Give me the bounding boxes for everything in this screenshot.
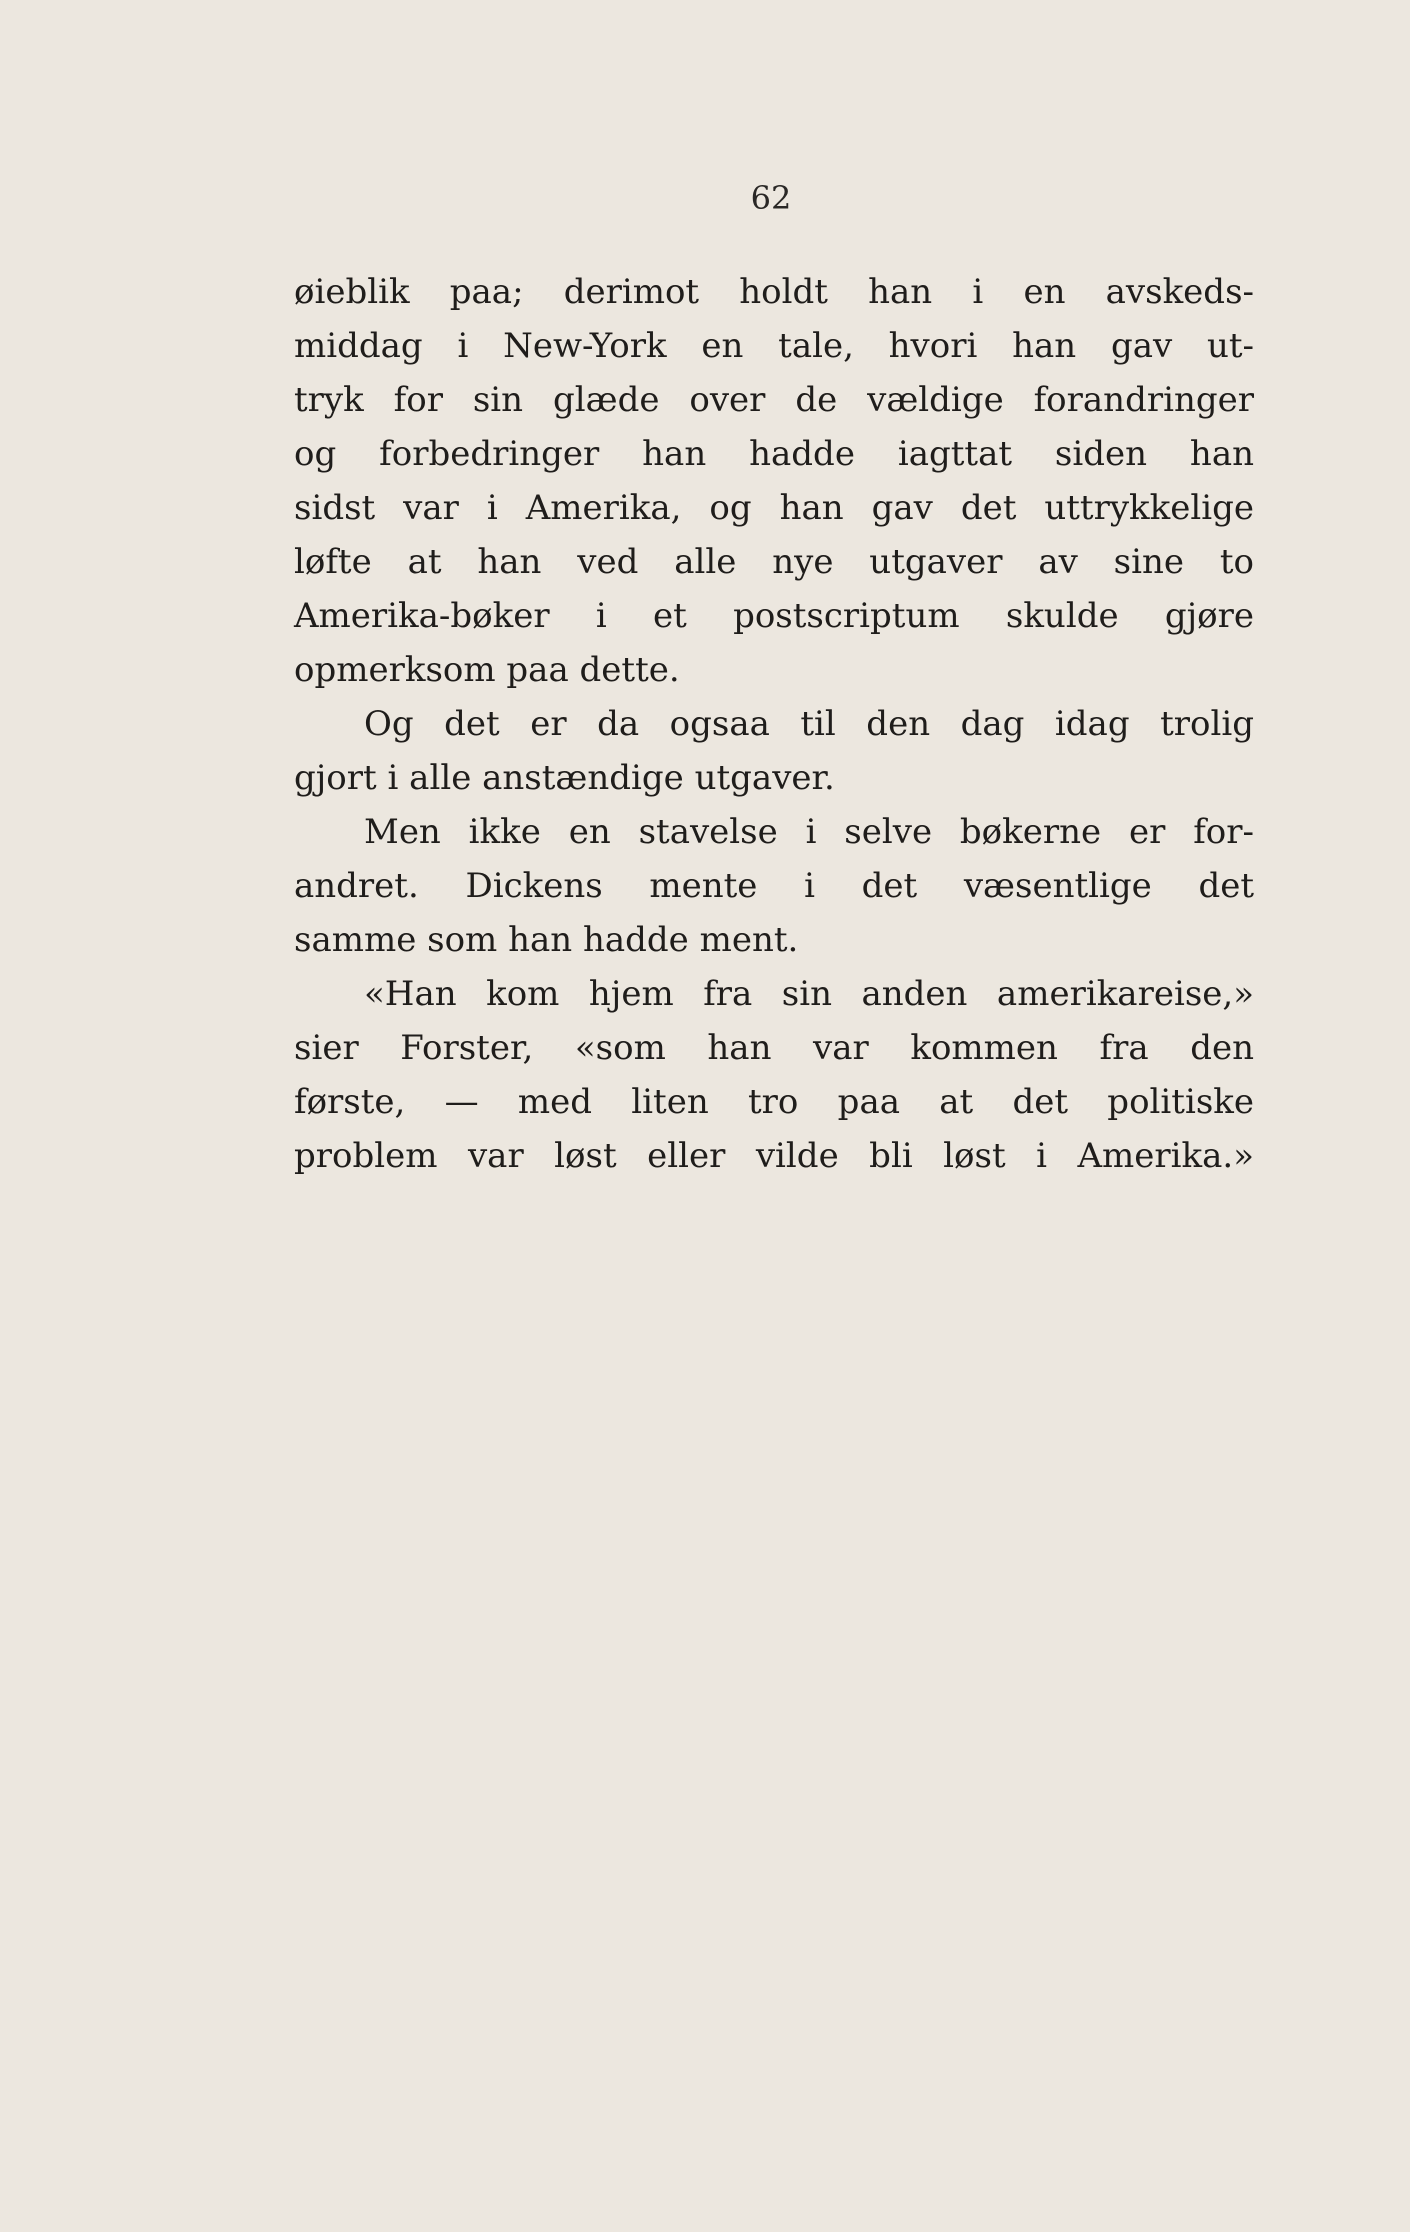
page-number: 62: [750, 179, 792, 217]
text-line: første, — med liten tro paa at det politiske: [294, 1082, 1254, 1122]
body-text: [294, 265, 1254, 1183]
text-line: middag i New-York en tale, hvori han gav ut-: [294, 326, 1254, 366]
text-line: Men ikke en stavelse i selve bøkerne er for-: [364, 812, 1254, 852]
text-line: andret. Dickens mente i det væsentlige det: [294, 866, 1254, 906]
text-line: og forbedringer han hadde iagttat siden han: [294, 434, 1254, 474]
text-line: Amerika-bøker i et postscriptum skulde gjøre: [294, 596, 1254, 636]
text-line: løfte at han ved alle nye utgaver av sine to: [294, 542, 1254, 582]
text-line: samme som han hadde ment.: [294, 920, 799, 960]
text-line: opmerksom paa dette.: [294, 650, 680, 690]
text-line: sier Forster, «som han var kommen fra den: [294, 1028, 1254, 1068]
text-line: øieblik paa; derimot holdt han i en avskeds-: [294, 272, 1254, 312]
text-line: sidst var i Amerika, og han gav det uttrykkelige: [294, 488, 1254, 528]
text-line: gjort i alle anstændige utgaver.: [294, 758, 835, 798]
text-line: tryk for sin glæde over de vældige forandringer: [294, 380, 1254, 420]
text-line: Og det er da ogsaa til den dag idag trolig: [364, 704, 1254, 744]
text-line: «Han kom hjem fra sin anden amerikareise,»: [364, 974, 1254, 1014]
text-line: problem var løst eller vilde bli løst i Amerika.»: [294, 1136, 1254, 1176]
